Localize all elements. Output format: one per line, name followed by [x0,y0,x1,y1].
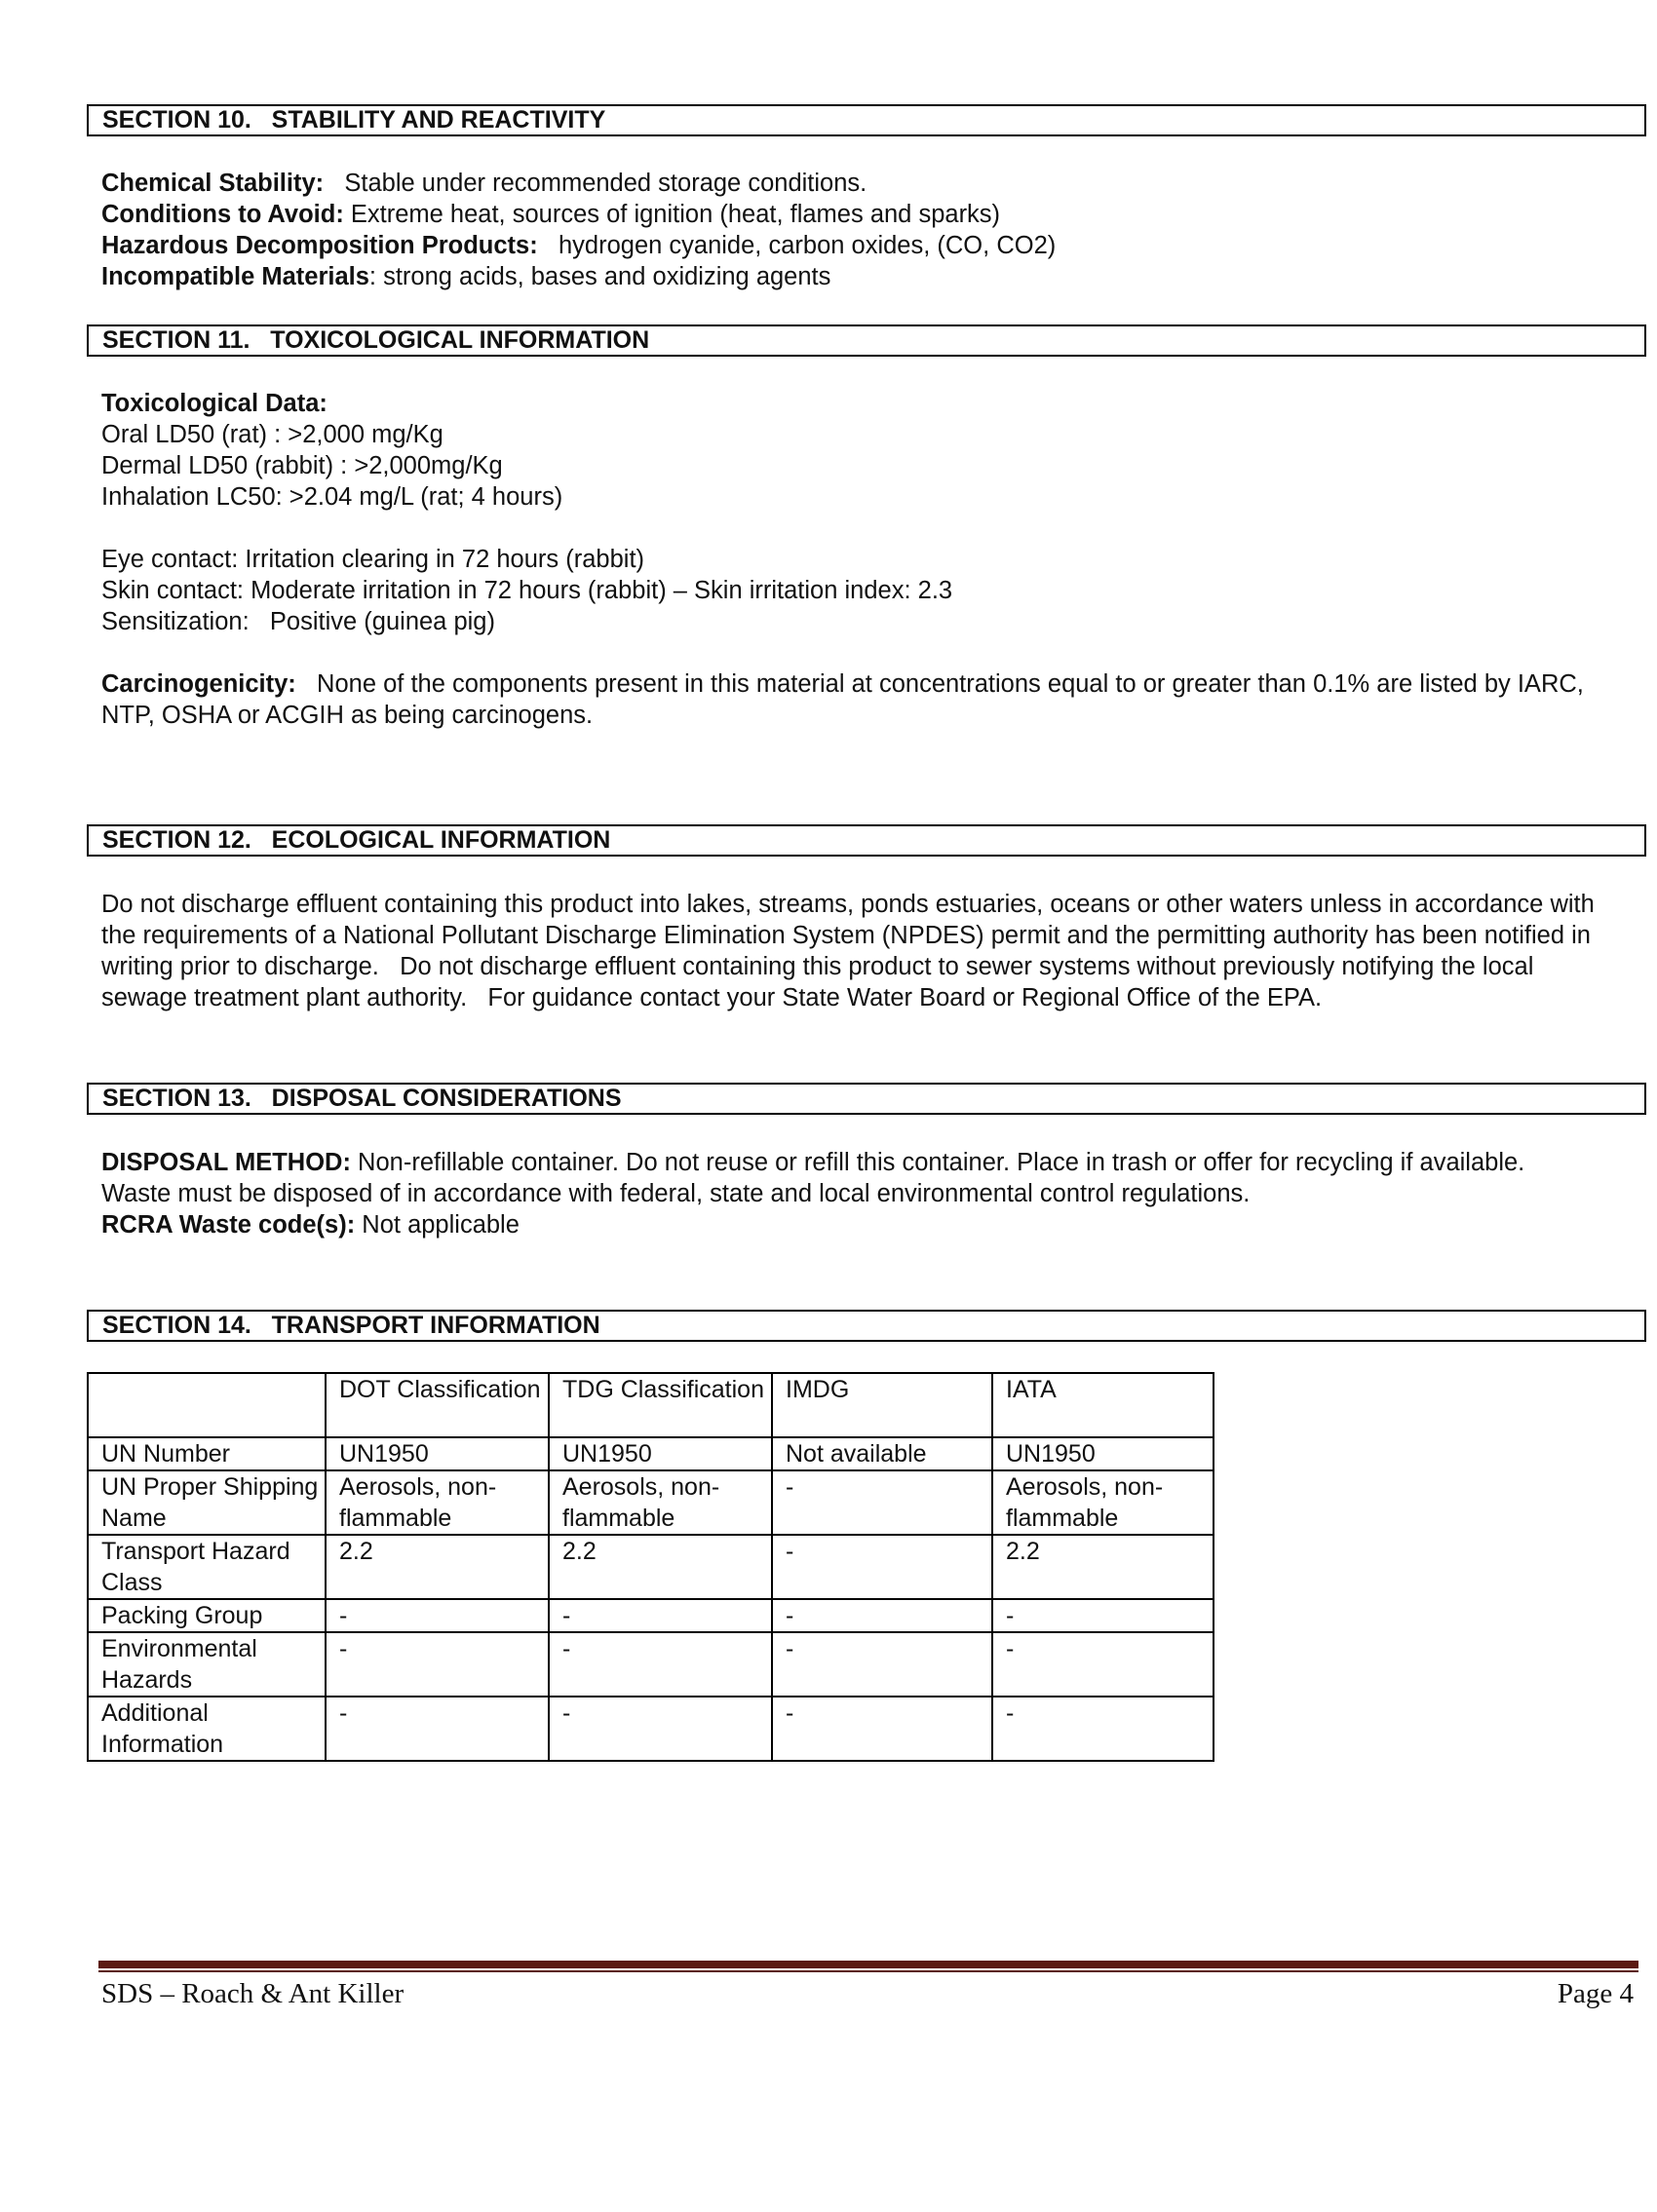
table-cell: - [992,1697,1214,1761]
label: Carcinogenicity: [101,670,296,698]
section-12-body [101,889,1622,1013]
table-row [88,1632,1214,1697]
value: Not applicable [355,1211,520,1239]
inhalation-lc50: Inhalation LC50: >2.04 mg/L (rat; 4 hours) [101,483,563,511]
table-cell: - [772,1632,992,1697]
table-cell: - [772,1470,992,1535]
table-cell: - [549,1599,772,1632]
table-header-cell: IATA [992,1373,1214,1437]
section-13-body [101,1147,1593,1240]
section-10-body [101,168,1641,292]
footer-divider-thin [98,1970,1638,1972]
conditions-to-avoid [101,199,1641,230]
table-row [88,1437,1214,1470]
table-row [88,1470,1214,1535]
table-header-cell: DOT Classification [326,1373,549,1437]
table-cell: - [992,1632,1214,1697]
label: DISPOSAL METHOD: [101,1149,351,1176]
section-13-header: SECTION 13. DISPOSAL CONSIDERATIONS [87,1083,1646,1115]
incompatible-materials [101,261,1641,292]
value: Non-refillable container. Do not reuse or refill this container. Place in trash or offer for recycling if available. Waste must be disposed of in accordance with federal, state and local environmental control regulations. [101,1149,1525,1207]
table-cell: 2.2 [992,1535,1214,1599]
label: Toxicological Data: [101,390,328,417]
table-header-cell: IMDG [772,1373,992,1437]
table-header-row [88,1373,1214,1437]
label: Conditions to Avoid: [101,201,344,228]
table-cell: - [772,1697,992,1761]
disposal-method [101,1147,1593,1209]
footer-divider [98,1961,1638,1968]
sensitization: Sensitization: Positive (guinea pig) [101,608,495,635]
table-cell: UN1950 [992,1437,1214,1470]
table-cell: Additional Information [88,1697,326,1761]
table-cell: Not available [772,1437,992,1470]
table-cell: 2.2 [326,1535,549,1599]
table-cell: - [326,1599,549,1632]
value: : strong acids, bases and oxidizing agents [368,263,831,290]
table-cell: - [992,1599,1214,1632]
section-14-header: SECTION 14. TRANSPORT INFORMATION [87,1310,1646,1342]
oral-ld50: Oral LD50 (rat) : >2,000 mg/Kg [101,421,443,448]
label: RCRA Waste code(s): [101,1211,356,1239]
table-cell: - [772,1599,992,1632]
footer-page-number: Page 4 [1557,1978,1634,2009]
section-12-header: SECTION 12. ECOLOGICAL INFORMATION [87,824,1646,857]
label: Chemical Stability: [101,170,325,197]
table-cell: Aerosols, non-flammable [326,1470,549,1535]
table-cell: - [772,1535,992,1599]
value: Extreme heat, sources of ignition (heat, flames and sparks) [343,201,1001,228]
table-cell: UN Proper Shipping Name [88,1470,326,1535]
table-cell: Transport Hazard Class [88,1535,326,1599]
table-cell: Aerosols, non-flammable [992,1470,1214,1535]
tox-data-label [101,388,1641,419]
table-header-cell [88,1373,326,1437]
table-header-cell: TDG Classification [549,1373,772,1437]
value: None of the components present in this material at concentrations equal to or greater than 0.1% are listed by IARC, NTP, OSHA or ACGIH as being carcinogens. [101,670,1591,729]
section-10-header: SECTION 10. STABILITY AND REACTIVITY [87,104,1646,136]
carcinogenicity [101,668,1641,731]
rcra-waste-code [101,1209,1593,1240]
table-row [88,1599,1214,1632]
table-cell: Environmental Hazards [88,1632,326,1697]
table-cell: - [326,1632,549,1697]
value: Stable under recommended storage conditions. [324,170,867,197]
section-11-body [101,388,1641,731]
table-cell: UN1950 [326,1437,549,1470]
table-cell: Aerosols, non-flammable [549,1470,772,1535]
section-11-header: SECTION 11. TOXICOLOGICAL INFORMATION [87,324,1646,357]
table-cell: UN Number [88,1437,326,1470]
footer-document-title: SDS – Roach & Ant Killer [101,1978,405,2009]
label: Hazardous Decomposition Products: [101,232,538,259]
eye-contact: Eye contact: Irritation clearing in 72 hours (rabbit) [101,546,645,573]
value: hydrogen cyanide, carbon oxides, (CO, CO2) [537,232,1057,259]
skin-contact: Skin contact: Moderate irritation in 72 hours (rabbit) – Skin irritation index: 2.3 [101,577,953,604]
table-cell: - [549,1697,772,1761]
table-row [88,1535,1214,1599]
table-cell: Packing Group [88,1599,326,1632]
dermal-ld50: Dermal LD50 (rabbit) : >2,000mg/Kg [101,452,503,479]
transport-table [87,1372,1214,1762]
table-cell: - [549,1632,772,1697]
table-row [88,1697,1214,1761]
ecological-text: Do not discharge effluent containing this product into lakes, streams, ponds estuaries, oceans or other waters unless in accordance with the requirements of a National Pollutant Discharge Elimination System (NPDES) permit and the permitting authority has been notified in writing prior to discharge. Do not discharge effluent containing this product to sewer systems without previously notifying the local sewage treatment plant authority. For guidance contact your State Water Board or Regional Office of the EPA. [101,891,1601,1011]
label: Incompatible Materials [101,263,369,290]
table-cell: 2.2 [549,1535,772,1599]
chemical-stability [101,168,1641,199]
table-cell: UN1950 [549,1437,772,1470]
table-cell: - [326,1697,549,1761]
hazardous-decomposition [101,230,1641,261]
